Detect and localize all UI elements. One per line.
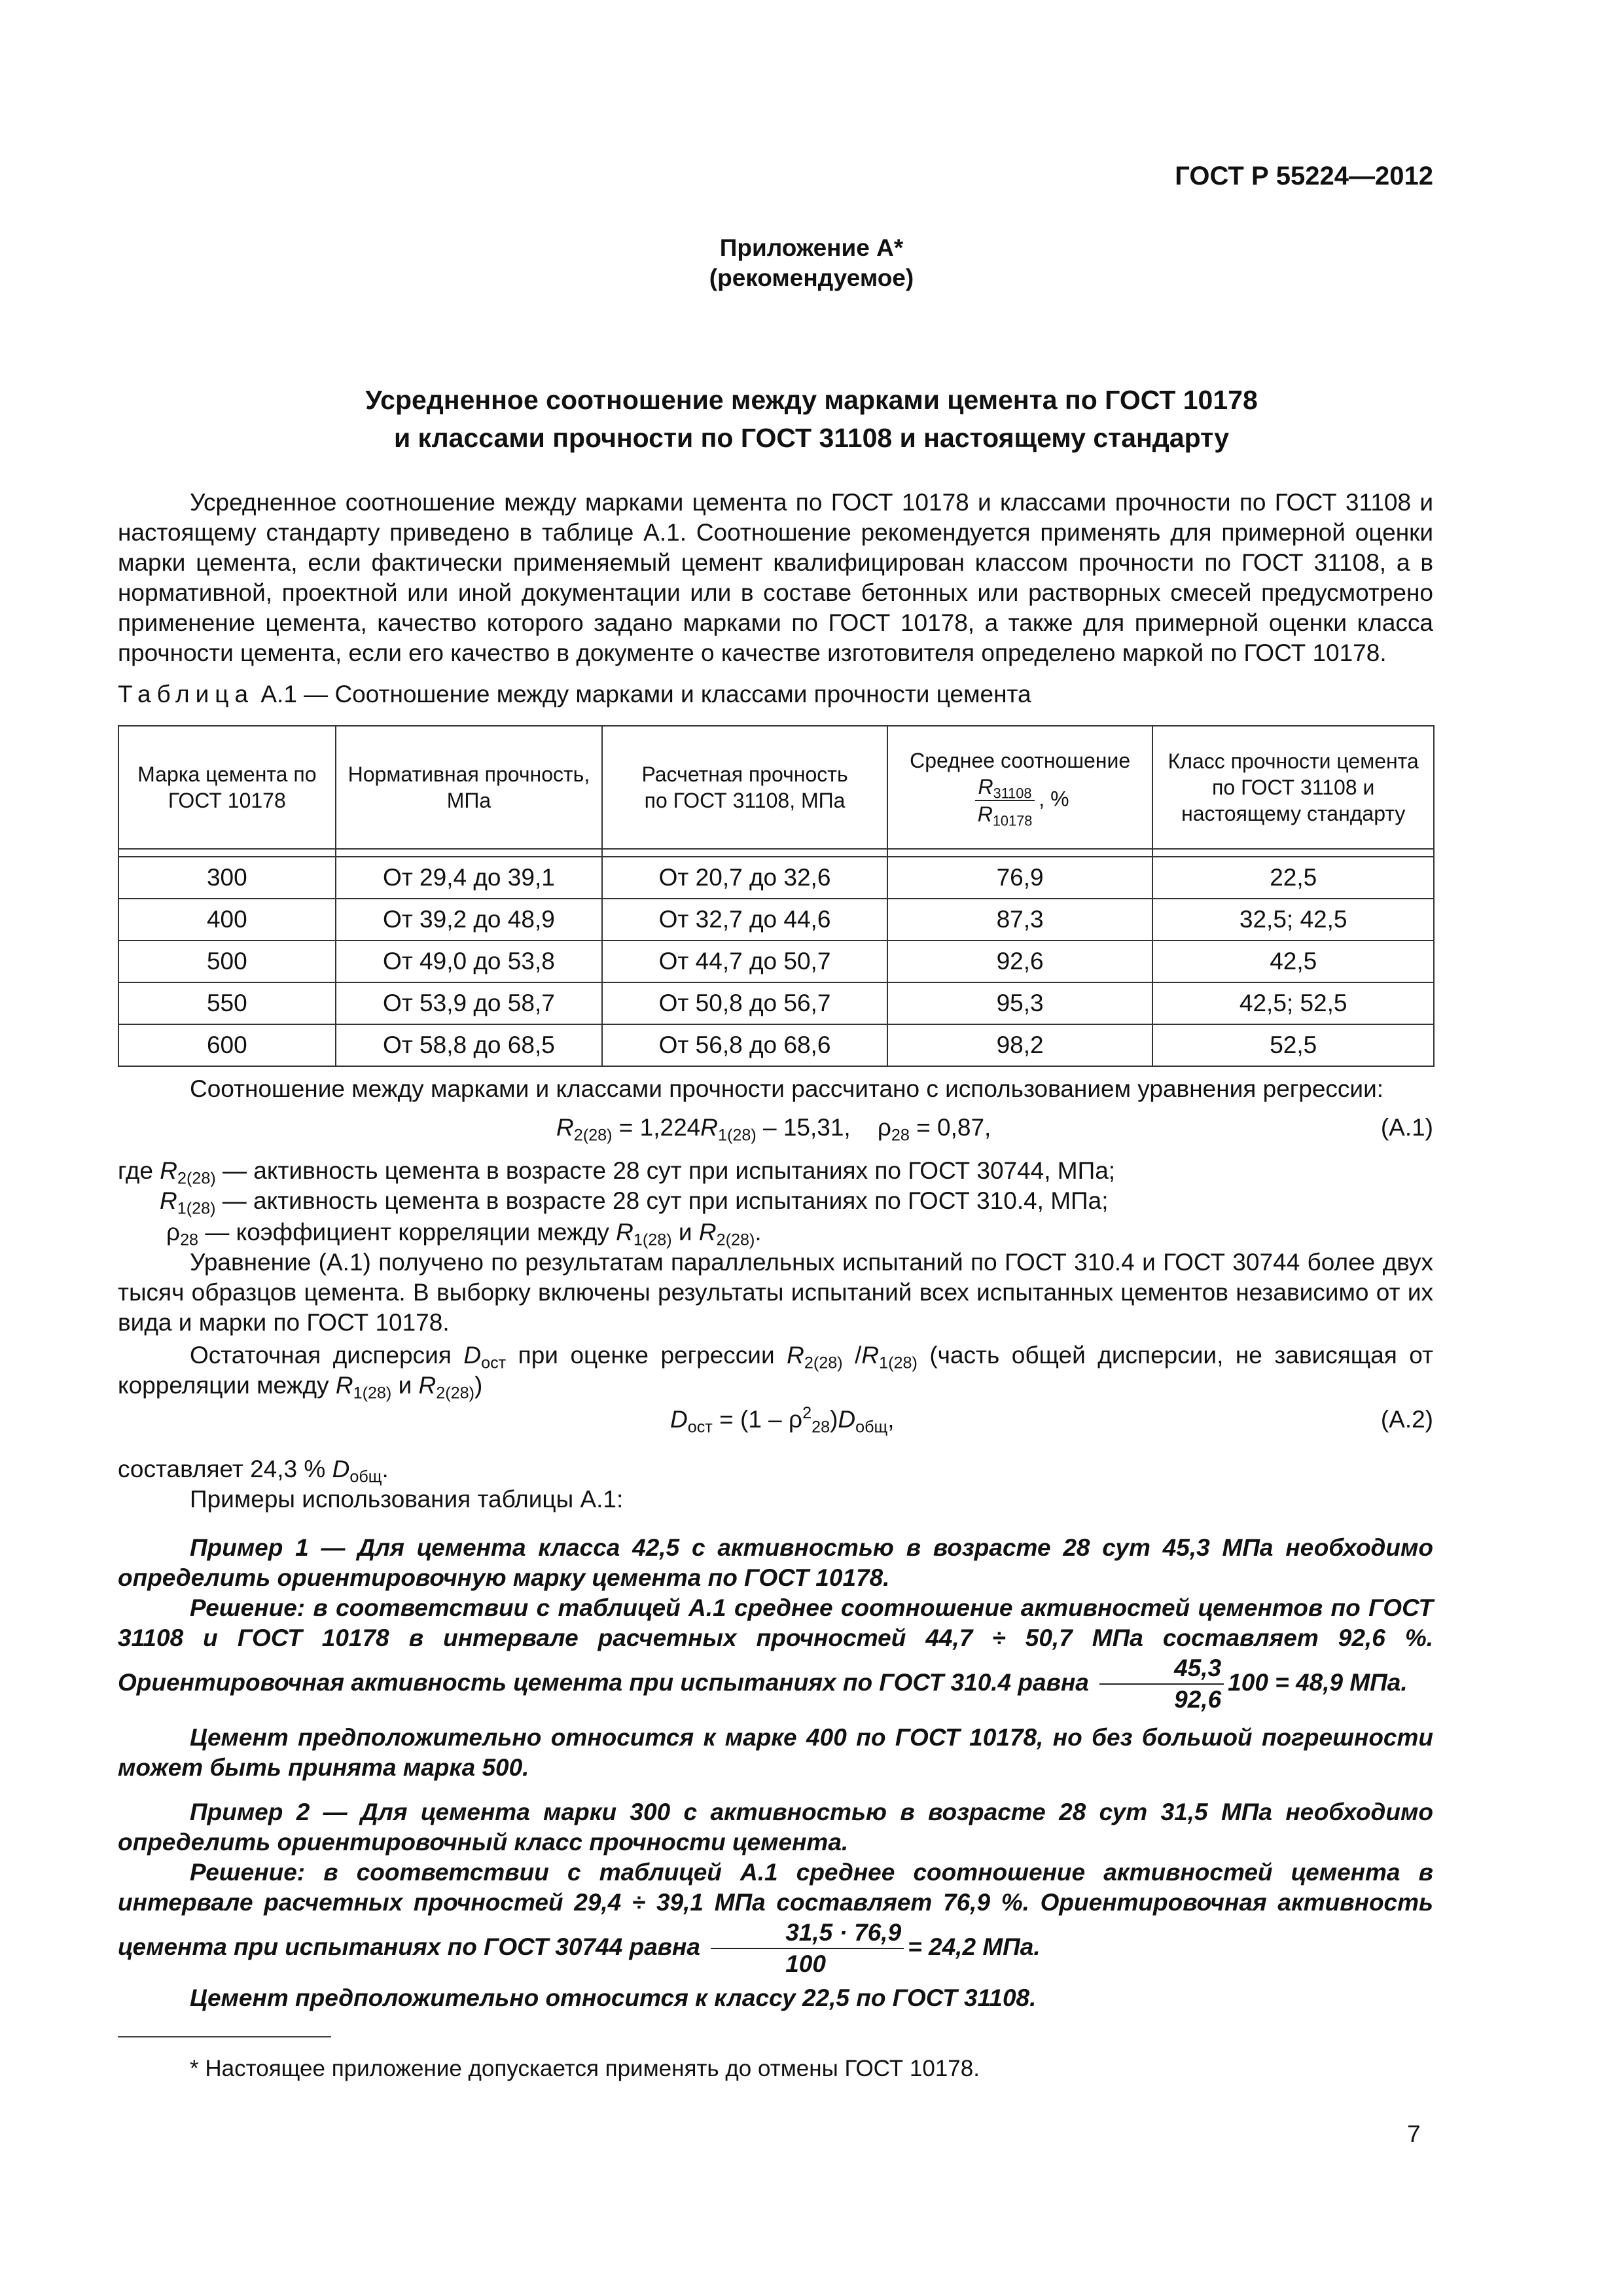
ratio-unit: , % xyxy=(1039,787,1069,811)
footnote-divider xyxy=(118,2036,331,2037)
header-ratio-label: Среднее соотношение xyxy=(910,749,1131,772)
cell-design: От 20,7 до 32,6 xyxy=(602,857,887,899)
header-ratio-formula xyxy=(888,774,1152,827)
cell-design: От 56,8 до 68,6 xyxy=(602,1024,887,1066)
cell-class: 42,5 xyxy=(1152,941,1434,982)
cell-ratio: 98,2 xyxy=(887,1024,1153,1066)
example2-conclusion: Цемент предположительно относится к классу 22,5 по ГОСТ 31108. xyxy=(190,1984,1037,2011)
ratio-fraction: $\frac{R_{31108}}{R_{10178}}$ xyxy=(975,774,1035,827)
standard-code: ГОСТ Р 55224—2012 xyxy=(1175,162,1433,190)
table-caption xyxy=(118,679,1031,709)
where-r1-line: $R_{1(28)}$ — активность цемента в возрасте 28 сут при испытаниях по ГОСТ 310.4, МПа; xyxy=(160,1187,1109,1218)
cell-grade: 300 xyxy=(118,857,336,899)
cell-normative: От 29,4 до 39,1 xyxy=(336,857,603,899)
equation-a2-number: (А.2) xyxy=(1380,1406,1433,1433)
appendix-label: Приложение А* xyxy=(719,234,904,261)
cell-normative: От 53,9 до 58,7 xyxy=(336,982,603,1024)
table-caption-word: Таблица xyxy=(118,681,255,708)
cell-class: 42,5; 52,5 xyxy=(1152,982,1434,1024)
where-rho-line: $\rho_{28}$ — коэффициент корреляции между $R_{1(28)}$ и $R_{2(28)}$. xyxy=(166,1219,762,1249)
cell-ratio: 87,3 xyxy=(887,899,1153,941)
where-r2-line: где $R_{2(28)}$ — активность цемента в возрасте 28 сут при испытаниях по ГОСТ 30744, МПа; xyxy=(118,1157,1116,1188)
cell-design: От 44,7 до 50,7 xyxy=(602,941,887,982)
regression-intro: Соотношение между марками и классами прочности рассчитано с использованием уравнения регрессии: xyxy=(190,1075,1384,1102)
page-number: 7 xyxy=(1407,2121,1421,2147)
equation-a1: $R_{2(28)} = 1,224R_{1(28)} - 15,31$, $\rho_{28} = 0,87$, xyxy=(556,1114,991,1145)
example1-conclusion: Цемент предположительно относится к марке 400 по ГОСТ 10178, но без большой погрешности может быть принята марка 500. xyxy=(118,1724,1433,1781)
where-r1-text: — активность цемента в возрасте 28 сут при испытаниях по ГОСТ 310.4, МПа; xyxy=(222,1187,1109,1214)
cell-class: 22,5 xyxy=(1152,857,1434,899)
appendix-title-line1: Усредненное соотношение между марками цемента по ГОСТ 10178 xyxy=(365,385,1258,415)
cell-normative: От 58,8 до 68,5 xyxy=(336,1024,603,1066)
examples-intro: Примеры использования таблицы А.1: xyxy=(190,1486,624,1513)
where-r2-text: — активность цемента в возрасте 28 сут при испытаниях по ГОСТ 30744, МПа; xyxy=(223,1157,1116,1184)
intro-paragraph: Усредненное соотношение между марками цемента по ГОСТ 10178 и классами прочности по ГОСТ 31108 и настоящему стандарту приведено в таблице А.1. Соотношение рекомендуется применять для примерной оценки марки цемента, если фактически применяемый цемент квалифицирован классом прочности по ГОСТ 31108, а в нормативной, проектной или иной документации или в составе бетонных или растворных смесей предусмотрено применение цемента, качество которого задано марками по ГОСТ 10178, а также для примерной оценки класса прочности цемента, если его качество в документе о качестве изготовителя определено маркой по ГОСТ 10178. xyxy=(118,489,1433,666)
appendix-title-line2: и классами прочности по ГОСТ 31108 и настоящему стандарту xyxy=(393,423,1230,453)
table-header-row xyxy=(118,726,1434,849)
header-normative: Нормативная прочность, МПа xyxy=(336,726,603,849)
cell-design: От 32,7 до 44,6 xyxy=(602,899,887,941)
equation-a2: $D_{ост} = (1 - \rho^2_{28})D_{общ}$, xyxy=(670,1404,895,1437)
example2-question: Пример 2 — Для цемента марки 300 с активностью в возрасте 28 сут 31,5 МПа необходимо определить ориентировочный класс прочности цемента. xyxy=(118,1799,1433,1856)
grade-class-table xyxy=(118,725,1435,1067)
header-ratio xyxy=(887,726,1153,849)
example1-solution: Решение: в соответствии с таблицей А.1 среднее соотношение активностей цементов по ГОСТ 31108 и ГОСТ 10178 в интервале расчетных прочностей 44,7 ÷ 50,7 МПа составляет 92,6 %. Ориентировочная активность цемента при испытаниях по ГОСТ 310.4 равна $\frac{45,3}{92,6}$ 100 = 48,9 МПа. xyxy=(118,1593,1433,1715)
obtained-paragraph: Уравнение (А.1) получено по результатам параллельных испытаний по ГОСТ 310.4 и ГОСТ 30744 более двух тысяч образцов цемента. В выборку включены результаты испытаний всех испытанных цементов независимо от их вида и марки по ГОСТ 10178. xyxy=(118,1249,1433,1336)
cell-grade: 600 xyxy=(118,1024,336,1066)
cell-design: От 50,8 до 56,7 xyxy=(602,982,887,1024)
residual-paragraph: Остаточная дисперсия $D_{ост}$ при оценке регрессии $R_{2(28)}$ $/R_{1(28)}$ (часть общей дисперсии, не зависящая от корреляции между $R_{1(28)}$ и $R_{2(28)}$) xyxy=(118,1342,1434,1403)
cell-grade: 500 xyxy=(118,941,336,982)
table-row xyxy=(118,941,1434,982)
appendix-status: (рекомендуемое) xyxy=(709,264,914,291)
cell-grade: 400 xyxy=(118,899,336,941)
cell-ratio: 92,6 xyxy=(887,941,1153,982)
example2-fraction: $\frac{31,5 \cdot 76,9}{100}$ xyxy=(711,1918,904,1979)
example2-solution: Решение: в соответствии с таблицей А.1 среднее соотношение активностей цемента в интервале расчетных прочностей 29,4 ÷ 39,1 МПа составляет 76,9 %. Ориентировочная активность цемента при испытаниях по ГОСТ 30744 равна $\frac{31,5 \cdot 76,9}{100}$ = 24,2 МПа. xyxy=(118,1857,1433,1979)
equation-a1-number: (А.1) xyxy=(1380,1114,1433,1141)
cell-normative: От 49,0 до 53,8 xyxy=(336,941,603,982)
table-row xyxy=(118,982,1434,1024)
footnote: * Настоящее приложение допускается применять до отмены ГОСТ 10178. xyxy=(190,2056,980,2081)
table-row xyxy=(118,857,1434,899)
cell-ratio: 95,3 xyxy=(887,982,1153,1024)
table-gap-row xyxy=(118,849,1434,857)
table-row xyxy=(118,899,1434,941)
cell-ratio: 76,9 xyxy=(887,857,1153,899)
header-design: Расчетная прочность по ГОСТ 31108, МПа xyxy=(602,726,887,849)
header-class: Класс прочности цемента по ГОСТ 31108 и настоящему стандарту xyxy=(1152,726,1434,849)
example1-fraction: $\frac{45,3}{92,6}$ xyxy=(1099,1653,1224,1715)
cell-grade: 550 xyxy=(118,982,336,1024)
where-rho-text: — коэффициент корреляции между xyxy=(205,1219,609,1246)
cell-class: 32,5; 42,5 xyxy=(1152,899,1434,941)
cell-normative: От 39,2 до 48,9 xyxy=(336,899,603,941)
header-grade: Марка цемента по ГОСТ 10178 xyxy=(118,726,336,849)
amount-line: составляет 24,3 % $D_{общ}$. xyxy=(118,1456,389,1486)
example1-question: Пример 1 — Для цемента класса 42,5 с активностью в возрасте 28 сут 45,3 МПа необходимо определить ориентировочную марку цемента по ГОСТ 10178. xyxy=(118,1534,1433,1591)
table-row xyxy=(118,1024,1434,1066)
cell-class: 52,5 xyxy=(1152,1024,1434,1066)
table-caption-text: А.1 — Соотношение между марками и классами прочности цемента xyxy=(260,681,1031,708)
